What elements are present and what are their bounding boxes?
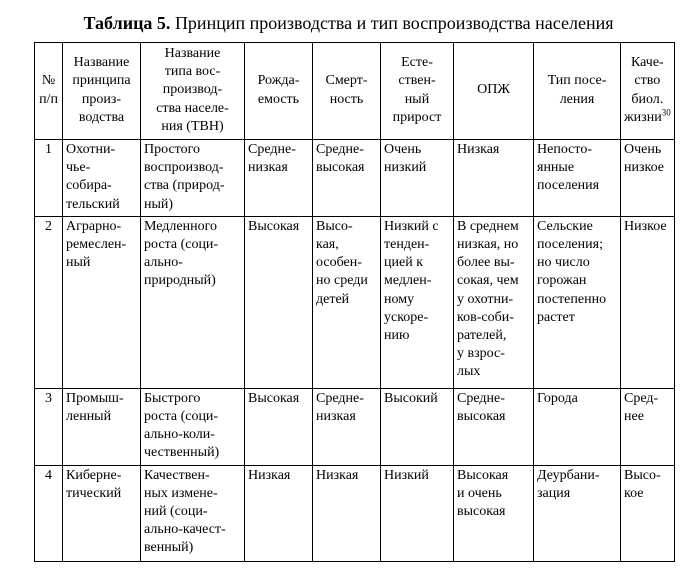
cell-life-quality: Сред- нее xyxy=(621,388,675,465)
table-row xyxy=(35,140,675,217)
cell-reproduction-type: Качествен- ных измене- ний (соци- ально-качест- венный) xyxy=(141,465,245,561)
header-number: № п/п xyxy=(35,43,63,140)
cell-birth-rate: Высокая xyxy=(245,388,313,465)
header-life-quality: Каче- ство биол. жизни xyxy=(624,55,664,125)
cell-number: 1 xyxy=(35,140,63,217)
cell-settlement-type: Сельские поселения; но число горожан постепенно растет xyxy=(534,216,621,388)
cell-production-principle: Киберне- тический xyxy=(63,465,141,561)
header-production-principle: Название принципа произ- водства xyxy=(63,43,141,140)
header-birth-rate: Рожда- емость xyxy=(245,43,313,140)
cell-settlement-type: Деурбани- зация xyxy=(534,465,621,561)
cell-production-principle: Промыш- ленный xyxy=(63,388,141,465)
cell-reproduction-type: Медленного роста (соци- ально- природный) xyxy=(141,216,245,388)
cell-life-quality: Низкое xyxy=(621,216,675,388)
cell-birth-rate: Высокая xyxy=(245,216,313,388)
cell-natural-growth: Очень низкий xyxy=(381,140,454,217)
cell-life-expectancy: Высокая и очень высокая xyxy=(454,465,534,561)
cell-natural-growth: Высокий xyxy=(381,388,454,465)
cell-reproduction-type: Простого воспроизвод- ства (природ- ный) xyxy=(141,140,245,217)
cell-life-quality: Очень низкое xyxy=(621,140,675,217)
cell-number: 2 xyxy=(35,216,63,388)
cell-settlement-type: Непосто- янные поселения xyxy=(534,140,621,217)
cell-life-expectancy: В среднем низкая, но более вы- сокая, чем у охотни- ков-соби- рателей, у взрос- лых xyxy=(454,216,534,388)
table-caption xyxy=(0,10,697,36)
cell-production-principle: Аграрно- ремеслен- ный xyxy=(63,216,141,388)
header-mortality: Смерт- ность xyxy=(313,43,381,140)
table-row xyxy=(35,465,675,561)
cell-number: 4 xyxy=(35,465,63,561)
reproduction-table xyxy=(34,42,675,562)
cell-number: 3 xyxy=(35,388,63,465)
cell-mortality: Высо- кая, особен- но среди детей xyxy=(313,216,381,388)
cell-birth-rate: Средне- низкая xyxy=(245,140,313,217)
cell-mortality: Средне- высокая xyxy=(313,140,381,217)
cell-birth-rate: Низкая xyxy=(245,465,313,561)
table-row xyxy=(35,216,675,388)
cell-reproduction-type: Быстрого роста (соци- ально-коли- чественный) xyxy=(141,388,245,465)
table-caption-text: Принцип производства и тип воспроизводства населения xyxy=(170,13,614,33)
cell-natural-growth: Низкий с тенден- цией к медлен- ному ускоре- нию xyxy=(381,216,454,388)
cell-natural-growth: Низкий xyxy=(381,465,454,561)
cell-life-quality: Высо- кое xyxy=(621,465,675,561)
header-natural-growth: Есте- ствен- ный прирост xyxy=(381,43,454,140)
cell-mortality: Средне- низкая xyxy=(313,388,381,465)
cell-production-principle: Охотни- чье- собира- тельский xyxy=(63,140,141,217)
cell-life-expectancy: Низкая xyxy=(454,140,534,217)
cell-settlement-type: Города xyxy=(534,388,621,465)
table-row xyxy=(35,388,675,465)
header-row xyxy=(35,43,675,140)
header-footnote-mark: 30 xyxy=(661,107,671,118)
cell-mortality: Низкая xyxy=(313,465,381,561)
cell-life-expectancy: Средне- высокая xyxy=(454,388,534,465)
header-settlement-type: Тип посе- ления xyxy=(534,43,621,140)
header-life-expectancy: ОПЖ xyxy=(454,43,534,140)
header-life-quality-cell xyxy=(621,43,675,140)
table-caption-label: Таблица 5. xyxy=(83,13,171,33)
header-reproduction-type: Название типа вос- производ- ства населе- ния (ТВН) xyxy=(141,43,245,140)
